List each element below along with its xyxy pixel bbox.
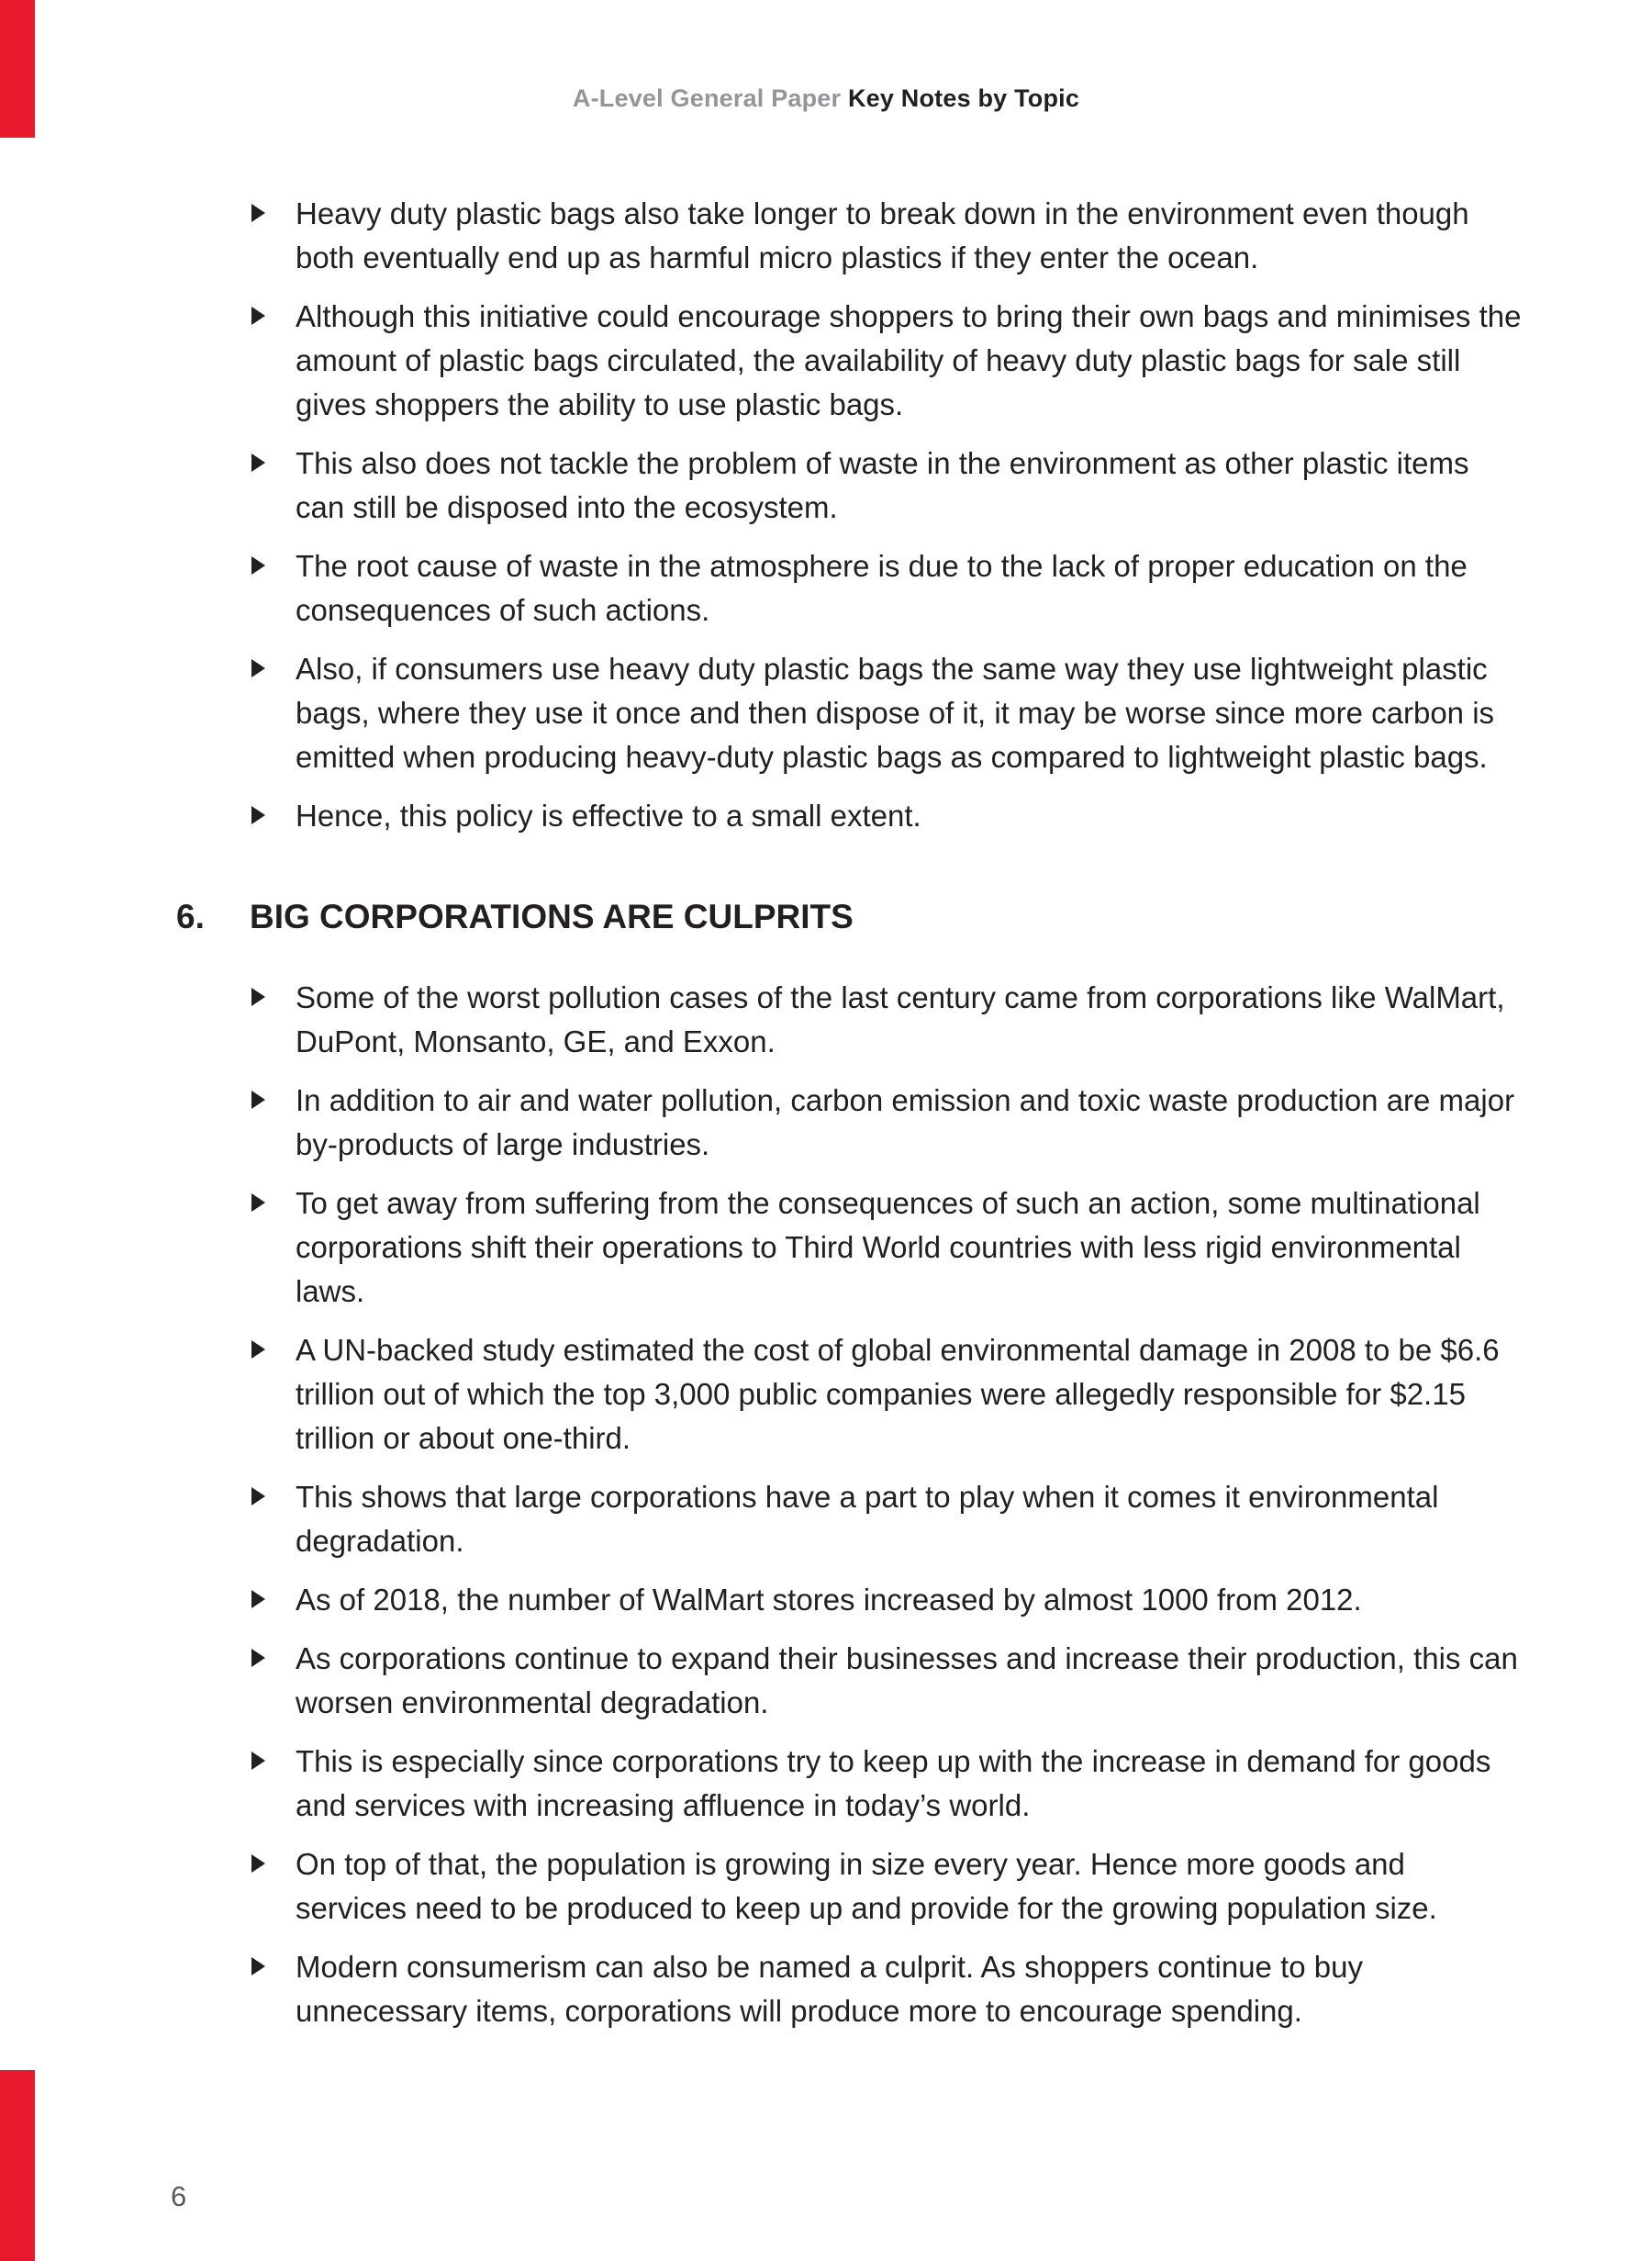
bullet-item bbox=[250, 544, 1524, 632]
bullet-item bbox=[250, 1842, 1524, 1931]
bullet-text: This is especially since corporations try to keep up with the increase in demand for goods and services with increasing affluence in today’s world. bbox=[296, 1744, 1491, 1823]
section-number: 6. bbox=[176, 898, 205, 935]
bullet-text: Although this initiative could encourage shoppers to bring their own bags and minimises the amount of plastic bags circulated, the availability of heavy duty plastic bags for sale still gives shoppers the ability to use plastic bags. bbox=[296, 299, 1522, 421]
bullet-triangle-icon bbox=[251, 556, 265, 575]
red-accent-bar-bottom bbox=[0, 2070, 35, 2261]
bullet-item bbox=[250, 1740, 1524, 1828]
bullet-item bbox=[250, 647, 1524, 779]
intro-bullet-list bbox=[250, 192, 1524, 838]
red-accent-bar-top bbox=[0, 0, 35, 138]
section-title: BIG CORPORATIONS ARE CULPRITS bbox=[250, 898, 854, 935]
bullet-triangle-icon bbox=[251, 1193, 265, 1212]
bullet-triangle-icon bbox=[251, 204, 265, 222]
page-header bbox=[0, 0, 1652, 113]
bullet-triangle-icon bbox=[251, 1957, 265, 1976]
section6-bullet-list bbox=[250, 976, 1524, 2033]
bullet-text: The root cause of waste in the atmosphere is due to the lack of proper education on the consequences of such actions. bbox=[296, 549, 1468, 627]
bullet-triangle-icon bbox=[251, 1091, 265, 1109]
bullet-item bbox=[250, 1181, 1524, 1314]
bullet-text: Some of the worst pollution cases of the last century came from corporations like WalMart, DuPont, Monsanto, GE, and Exxon. bbox=[296, 980, 1505, 1059]
bullet-text: This shows that large corporations have a part to play when it comes it environmental degradation. bbox=[296, 1480, 1439, 1559]
bullet-triangle-icon bbox=[251, 1752, 265, 1770]
page-content bbox=[0, 192, 1652, 2033]
bullet-item bbox=[250, 442, 1524, 530]
header-series-label: A-Level General Paper bbox=[572, 84, 842, 112]
bullet-triangle-icon bbox=[251, 307, 265, 325]
bullet-triangle-icon bbox=[251, 988, 265, 1006]
bullet-text: Hence, this policy is effective to a small extent. bbox=[296, 799, 921, 833]
bullet-text: Modern consumerism can also be named a culprit. As shoppers continue to buy unnecessary items, corporations will produce more to encourage spending. bbox=[296, 1950, 1363, 2029]
section-heading bbox=[176, 897, 1524, 937]
bullet-item bbox=[250, 1328, 1524, 1461]
bullet-item bbox=[250, 976, 1524, 1064]
header-title-label: Key Notes by Topic bbox=[847, 84, 1080, 112]
bullet-text: As corporations continue to expand their businesses and increase their production, this can worsen environmental degradation. bbox=[296, 1641, 1518, 1720]
bullet-text: Heavy duty plastic bags also take longer to break down in the environment even though both eventually end up as harmful micro plastics if they enter the ocean. bbox=[296, 196, 1469, 274]
bullet-triangle-icon bbox=[251, 1487, 265, 1505]
bullet-text: A UN-backed study estimated the cost of global environmental damage in 2008 to be $6.6 trillion out of which the top 3,000 public companies were allegedly responsible for $2.15 trillion or about one-third. bbox=[296, 1333, 1500, 1456]
bullet-text: As of 2018, the number of WalMart stores increased by almost 1000 from 2012. bbox=[296, 1583, 1362, 1617]
bullet-triangle-icon bbox=[251, 1340, 265, 1359]
bullet-item bbox=[250, 1079, 1524, 1167]
bullet-text: In addition to air and water pollution, carbon emission and toxic waste production are major by-products of large industries. bbox=[296, 1083, 1515, 1162]
bullet-triangle-icon bbox=[251, 1854, 265, 1873]
bullet-triangle-icon bbox=[251, 1649, 265, 1667]
bullet-triangle-icon bbox=[251, 806, 265, 824]
bullet-item bbox=[250, 1475, 1524, 1563]
bullet-triangle-icon bbox=[251, 1590, 265, 1608]
bullet-item bbox=[250, 1578, 1524, 1622]
page-number: 6 bbox=[171, 2180, 187, 2212]
bullet-item bbox=[250, 794, 1524, 838]
bullet-triangle-icon bbox=[251, 453, 265, 472]
bullet-text: To get away from suffering from the consequences of such an action, some multinational corporations shift their operations to Third World countries with less rigid environmental laws. bbox=[296, 1186, 1480, 1309]
bullet-triangle-icon bbox=[251, 659, 265, 677]
bullet-item bbox=[250, 192, 1524, 280]
bullet-text: This also does not tackle the problem of waste in the environment as other plastic items can still be disposed into the ecosystem. bbox=[296, 446, 1469, 524]
bullet-item bbox=[250, 1637, 1524, 1725]
bullet-item bbox=[250, 295, 1524, 427]
bullet-item bbox=[250, 1945, 1524, 2033]
bullet-text: Also, if consumers use heavy duty plastic bags the same way they use lightweight plastic bags, where they use it once and then dispose of it, it may be worse since more carbon is emitted when producing heavy-duty plastic bags as compared to lightweight plastic bags. bbox=[296, 652, 1495, 774]
bullet-text: On top of that, the population is growing in size every year. Hence more goods and services need to be produced to keep up and provide for the growing population size. bbox=[296, 1847, 1437, 1926]
